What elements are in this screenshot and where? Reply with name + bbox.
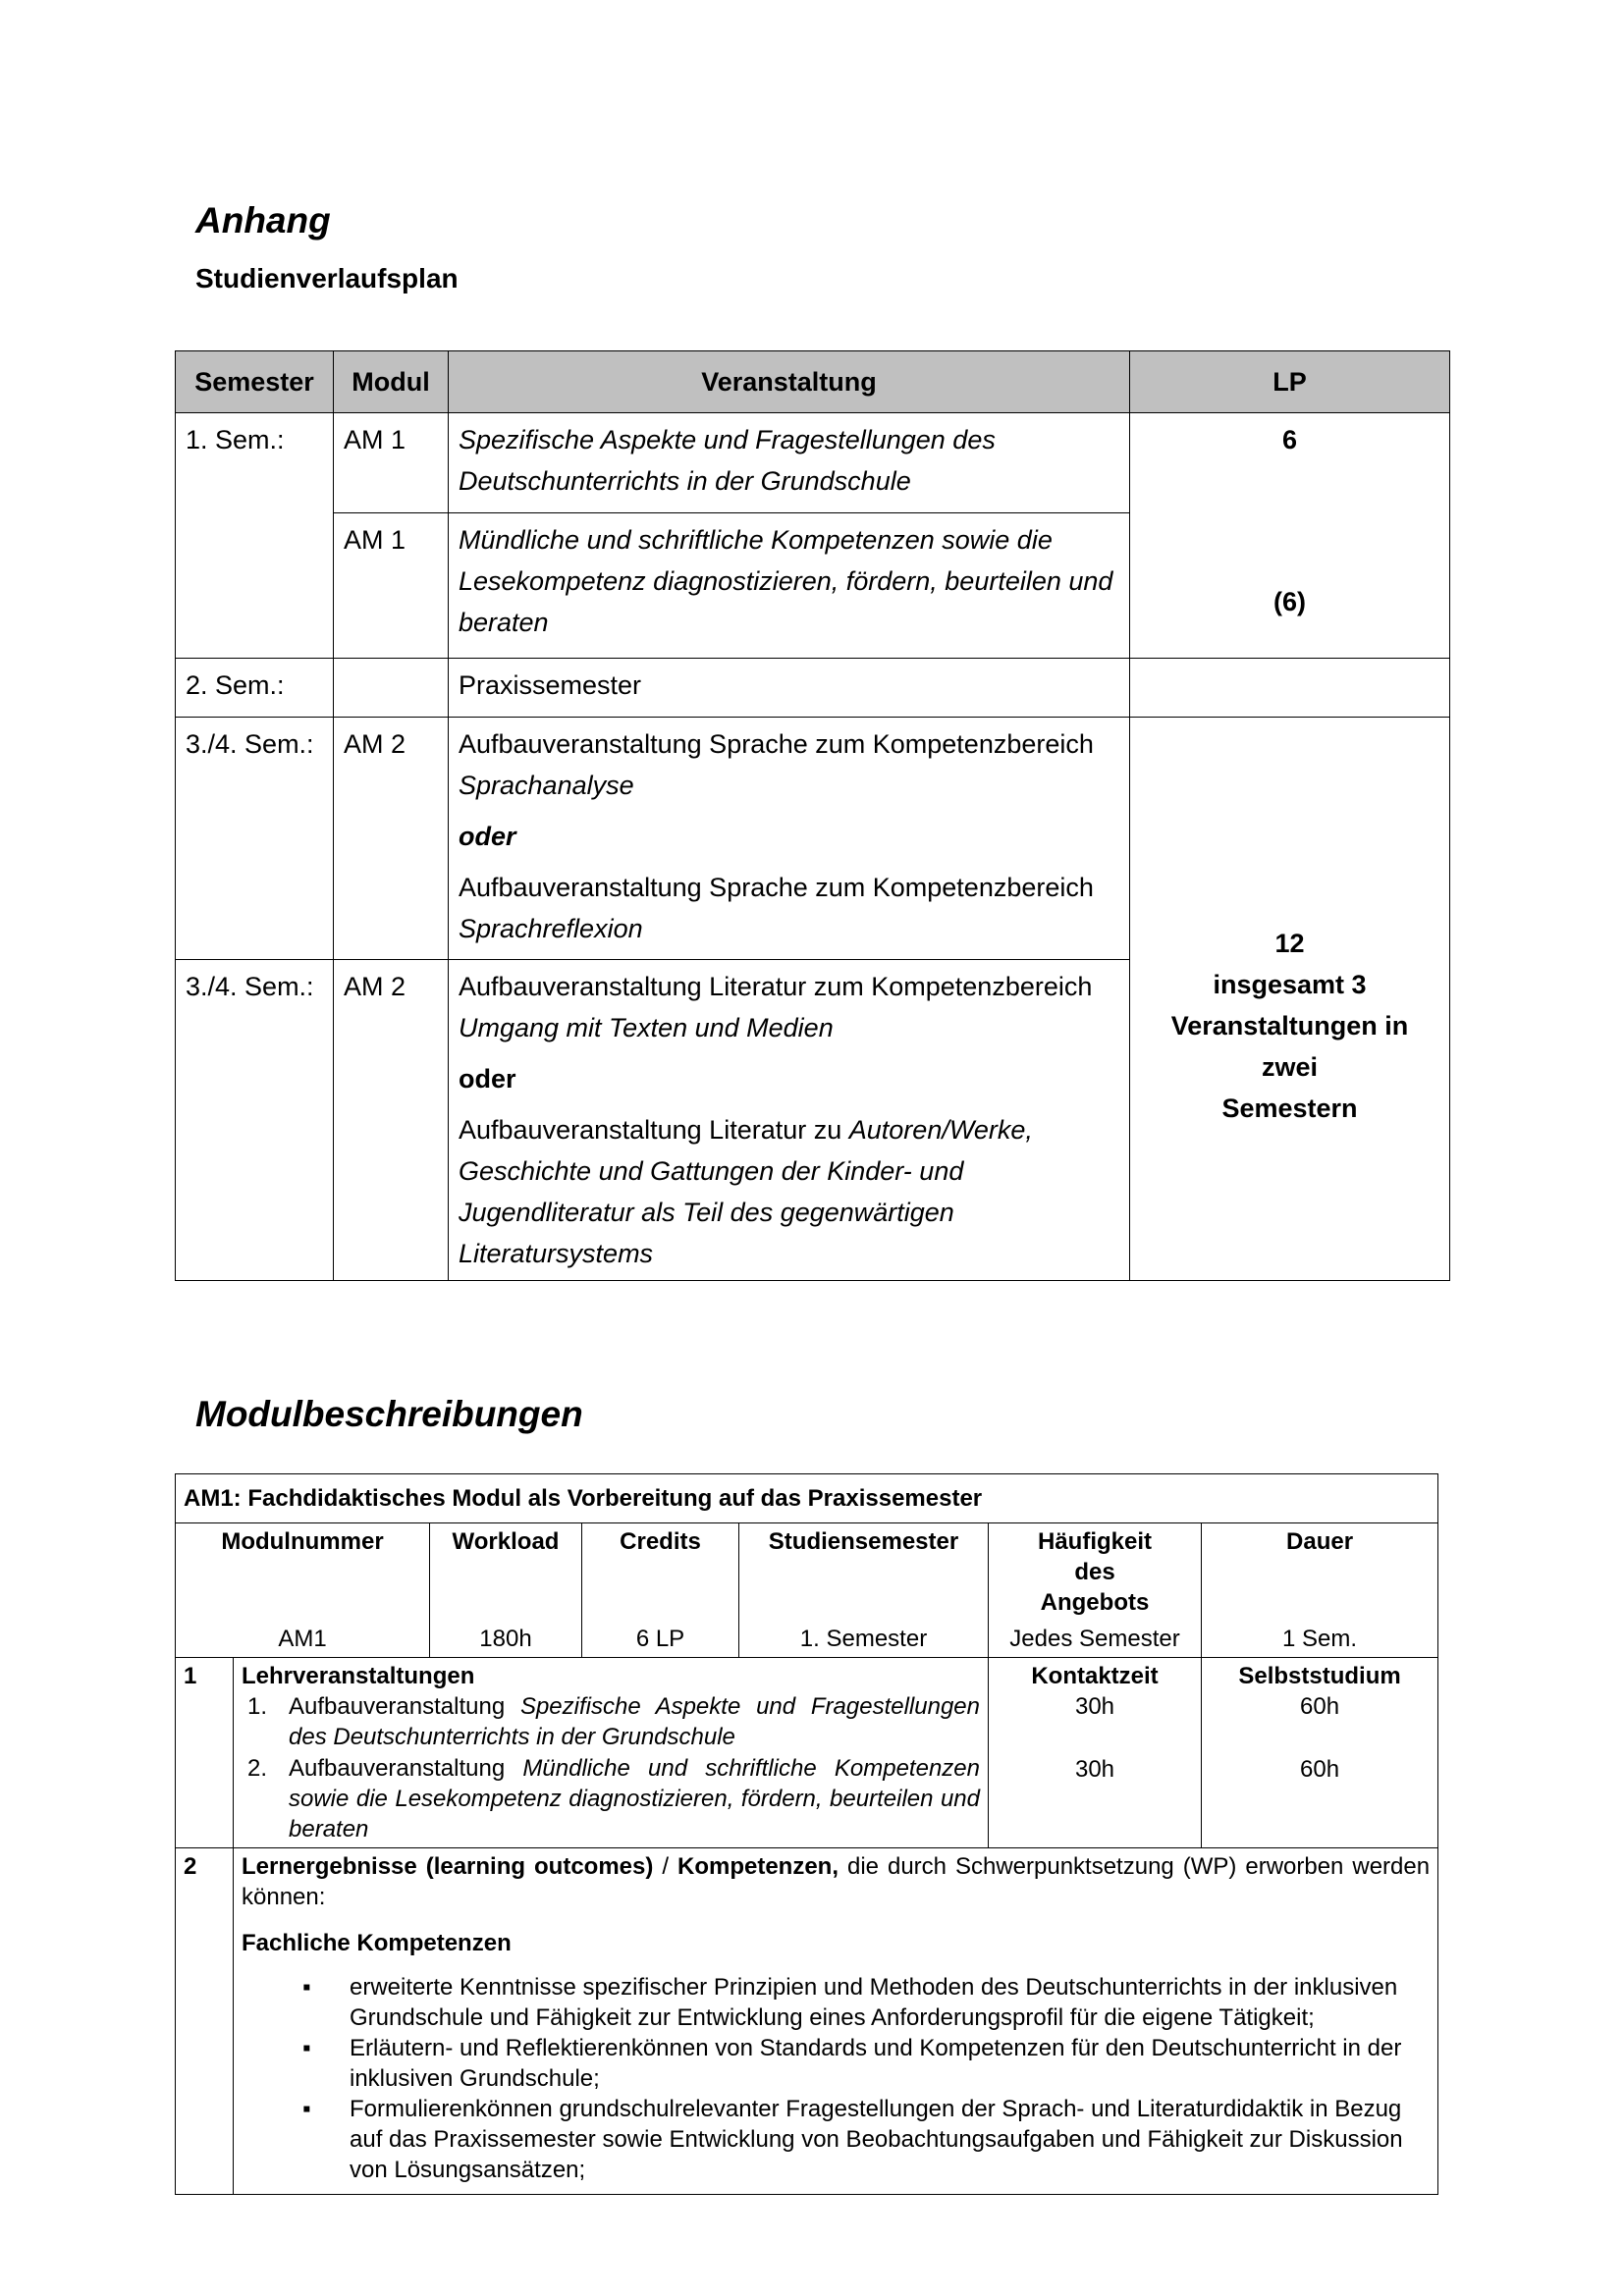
- kontaktzeit-cell: [989, 1658, 1202, 1848]
- list-item: ▪ erweiterte Kenntnisse spezifischer Prinzipien und Methoden des Deutschunterrichts in der inklusiven Grundschule und Fähigkeit zur Entwicklung eines Anforderungsprofil für die eigene Tätigkeit;: [350, 1972, 1430, 2033]
- kompetenzbereich-name: Umgang mit Texten und Medien: [459, 1013, 834, 1042]
- selbststudium-cell: [1202, 1658, 1438, 1848]
- selbststudium-value: 60h: [1300, 1693, 1340, 1720]
- lp-value-parenthetical: (6): [1273, 587, 1306, 616]
- cell-modul: AM 2: [334, 718, 449, 960]
- lp-note: Semestern: [1221, 1093, 1358, 1123]
- intro-text: die durch Schwerpunktsetzung (WP) erworben werden können:: [242, 1853, 1431, 1910]
- cell-semester: 3./4. Sem.:: [176, 718, 334, 960]
- lehrveranstaltungen-cell: [234, 1658, 989, 1848]
- kontaktzeit-header: Kontaktzeit: [1031, 1663, 1159, 1689]
- header-dauer: Dauer: [1202, 1523, 1438, 1622]
- kompetenzbereich-name: Autoren/Werke, Geschichte und Gattungen der Kinder- und Jugendliteratur als Teil des gegenwärtigen Literatursystems: [459, 1115, 1033, 1268]
- cell-veranstaltung: Mündliche und schriftliche Kompetenzen sowie die Lesekompetenz diagnostizieren, fördern, beurteilen und beraten: [449, 513, 1130, 659]
- header-workload: Workload: [430, 1523, 582, 1622]
- cell-lp: [1130, 413, 1450, 659]
- kompetenzbereich-name: Sprachanalyse: [459, 771, 634, 800]
- item-title: Mündliche und schriftliche Kompetenzen sowie die Lesekompetenz diagnostizieren, fördern, beurteilen und beraten: [289, 1755, 980, 1842]
- cell-veranstaltung: [449, 960, 1130, 1281]
- kompetenzbereich-name: Sprachreflexion: [459, 914, 643, 943]
- table-row: [176, 718, 1450, 960]
- veranstaltung-text: Aufbauveranstaltung Literatur zum Kompetenzbereich: [459, 972, 1093, 1001]
- item-prefix: Aufbauveranstaltung: [289, 1693, 506, 1720]
- veranstaltung-text: Aufbauveranstaltung Sprache zum Kompetenzbereich: [459, 729, 1094, 759]
- value-studiensemester: 1. Semester: [739, 1621, 989, 1658]
- module-values-row: [176, 1621, 1438, 1658]
- module-header-row: [176, 1523, 1438, 1622]
- lernergebnisse-cell: [234, 1848, 1438, 2195]
- section-lehrveranstaltungen: [176, 1658, 1438, 1848]
- cell-veranstaltung: Praxissemester: [449, 659, 1130, 718]
- kontaktzeit-value: 30h: [1074, 1756, 1115, 1783]
- table-row: [176, 659, 1450, 718]
- header-veranstaltung: Veranstaltung: [449, 351, 1130, 413]
- header-haeufigkeit: Häufigkeit des Angebots: [989, 1523, 1202, 1622]
- veranstaltung-prefix: Aufbauveranstaltung Literatur zu: [459, 1115, 842, 1145]
- lp-value: 6: [1281, 425, 1298, 454]
- subheading-fachliche-kompetenzen: Fachliche Kompetenzen: [242, 1930, 512, 1956]
- module-description-table: [175, 1473, 1438, 2195]
- header-semester: Semester: [176, 351, 334, 413]
- table-row: [176, 413, 1450, 513]
- cell-modul: [334, 659, 449, 718]
- item-number: 2.: [247, 1755, 268, 1782]
- cell-veranstaltung: [449, 718, 1130, 960]
- oder-label: oder: [459, 822, 516, 851]
- intro-bold: Kompetenzen,: [677, 1853, 839, 1880]
- oder-label: oder: [459, 1064, 516, 1094]
- heading-anhang: Anhang: [195, 200, 331, 240]
- selbststudium-value: 60h: [1300, 1756, 1340, 1783]
- cell-veranstaltung: Spezifische Aspekte und Fragestellungen des Deutschunterrichts in der Grundschule: [449, 413, 1130, 513]
- section-title: Lehrveranstaltungen: [242, 1663, 475, 1689]
- table-header-row: [176, 351, 1450, 413]
- value-haeufigkeit: Jedes Semester: [989, 1621, 1202, 1658]
- value-workload: 180h: [430, 1621, 582, 1658]
- value-dauer: 1 Sem.: [1202, 1621, 1438, 1658]
- list-item: ▪ Erläutern- und Reflektierenkönnen von Standards und Kompetenzen für den Deutschunterricht in der inklusiven Grundschule;: [350, 2033, 1430, 2094]
- list-item: [242, 1691, 980, 1752]
- section-lernergebnisse: [176, 1848, 1438, 2195]
- cell-modul: AM 1: [334, 413, 449, 513]
- heading-studienverlaufsplan: Studienverlaufsplan: [195, 263, 459, 294]
- module-title-row: [176, 1474, 1438, 1523]
- heading-modulbeschreibungen: Modulbeschreibungen: [195, 1394, 583, 1434]
- cell-semester: 1. Sem.:: [176, 413, 334, 659]
- list-item: ▪ Formulierenkönnen grundschulrelevanter Fragestellungen der Sprach- und Literaturdidaktik in Bezug auf das Praxissemester sowie Entwicklung von Beobachtungsaufgaben und Fähigkeit zur Diskussion von Lösungsansätzen;: [350, 2094, 1430, 2185]
- kompetenzen-list: [242, 1972, 1430, 2185]
- cell-modul: AM 1: [334, 513, 449, 659]
- cell-semester: 2. Sem.:: [176, 659, 334, 718]
- item-text: [289, 1753, 980, 1844]
- cell-lp: [1130, 659, 1450, 718]
- value-modulnummer: AM1: [176, 1621, 430, 1658]
- module-title: AM1: Fachdidaktisches Modul als Vorbereitung auf das Praxissemester: [176, 1474, 1438, 1523]
- item-prefix: Aufbauveranstaltung: [289, 1755, 506, 1782]
- cell-modul: AM 2: [334, 960, 449, 1281]
- header-modulnummer: Modulnummer: [176, 1523, 430, 1622]
- intro-separator: /: [653, 1853, 677, 1880]
- veranstaltung-text: [459, 1109, 1119, 1274]
- item-number: 1.: [247, 1693, 268, 1720]
- section-intro: [242, 1851, 1430, 1912]
- item-title: Spezifische Aspekte und Fragestellungen des Deutschunterrichts in der Grundschule: [289, 1693, 980, 1750]
- kontaktzeit-value: 30h: [1074, 1693, 1115, 1720]
- header-lp: LP: [1130, 351, 1450, 413]
- lp-note: insgesamt 3: [1213, 969, 1367, 999]
- list-item: [242, 1753, 980, 1844]
- studienverlaufsplan-table: [175, 350, 1450, 1281]
- lp-note: Veranstaltungen in zwei: [1170, 1010, 1409, 1082]
- cell-lp-merged: [1130, 718, 1450, 1281]
- header-studiensemester: Studiensemester: [739, 1523, 989, 1622]
- item-text: [289, 1691, 980, 1752]
- cell-semester: 3./4. Sem.:: [176, 960, 334, 1281]
- header-modul: Modul: [334, 351, 449, 413]
- veranstaltung-text: Aufbauveranstaltung Sprache zum Kompetenzbereich: [459, 873, 1094, 902]
- intro-bold: Lernergebnisse (learning outcomes): [242, 1853, 654, 1880]
- section-number: 1: [176, 1658, 234, 1848]
- selbststudium-header: Selbststudium: [1238, 1663, 1401, 1689]
- lp-value: 12: [1274, 928, 1305, 958]
- header-credits: Credits: [582, 1523, 739, 1622]
- value-credits: 6 LP: [582, 1621, 739, 1658]
- section-number: 2: [176, 1848, 234, 2195]
